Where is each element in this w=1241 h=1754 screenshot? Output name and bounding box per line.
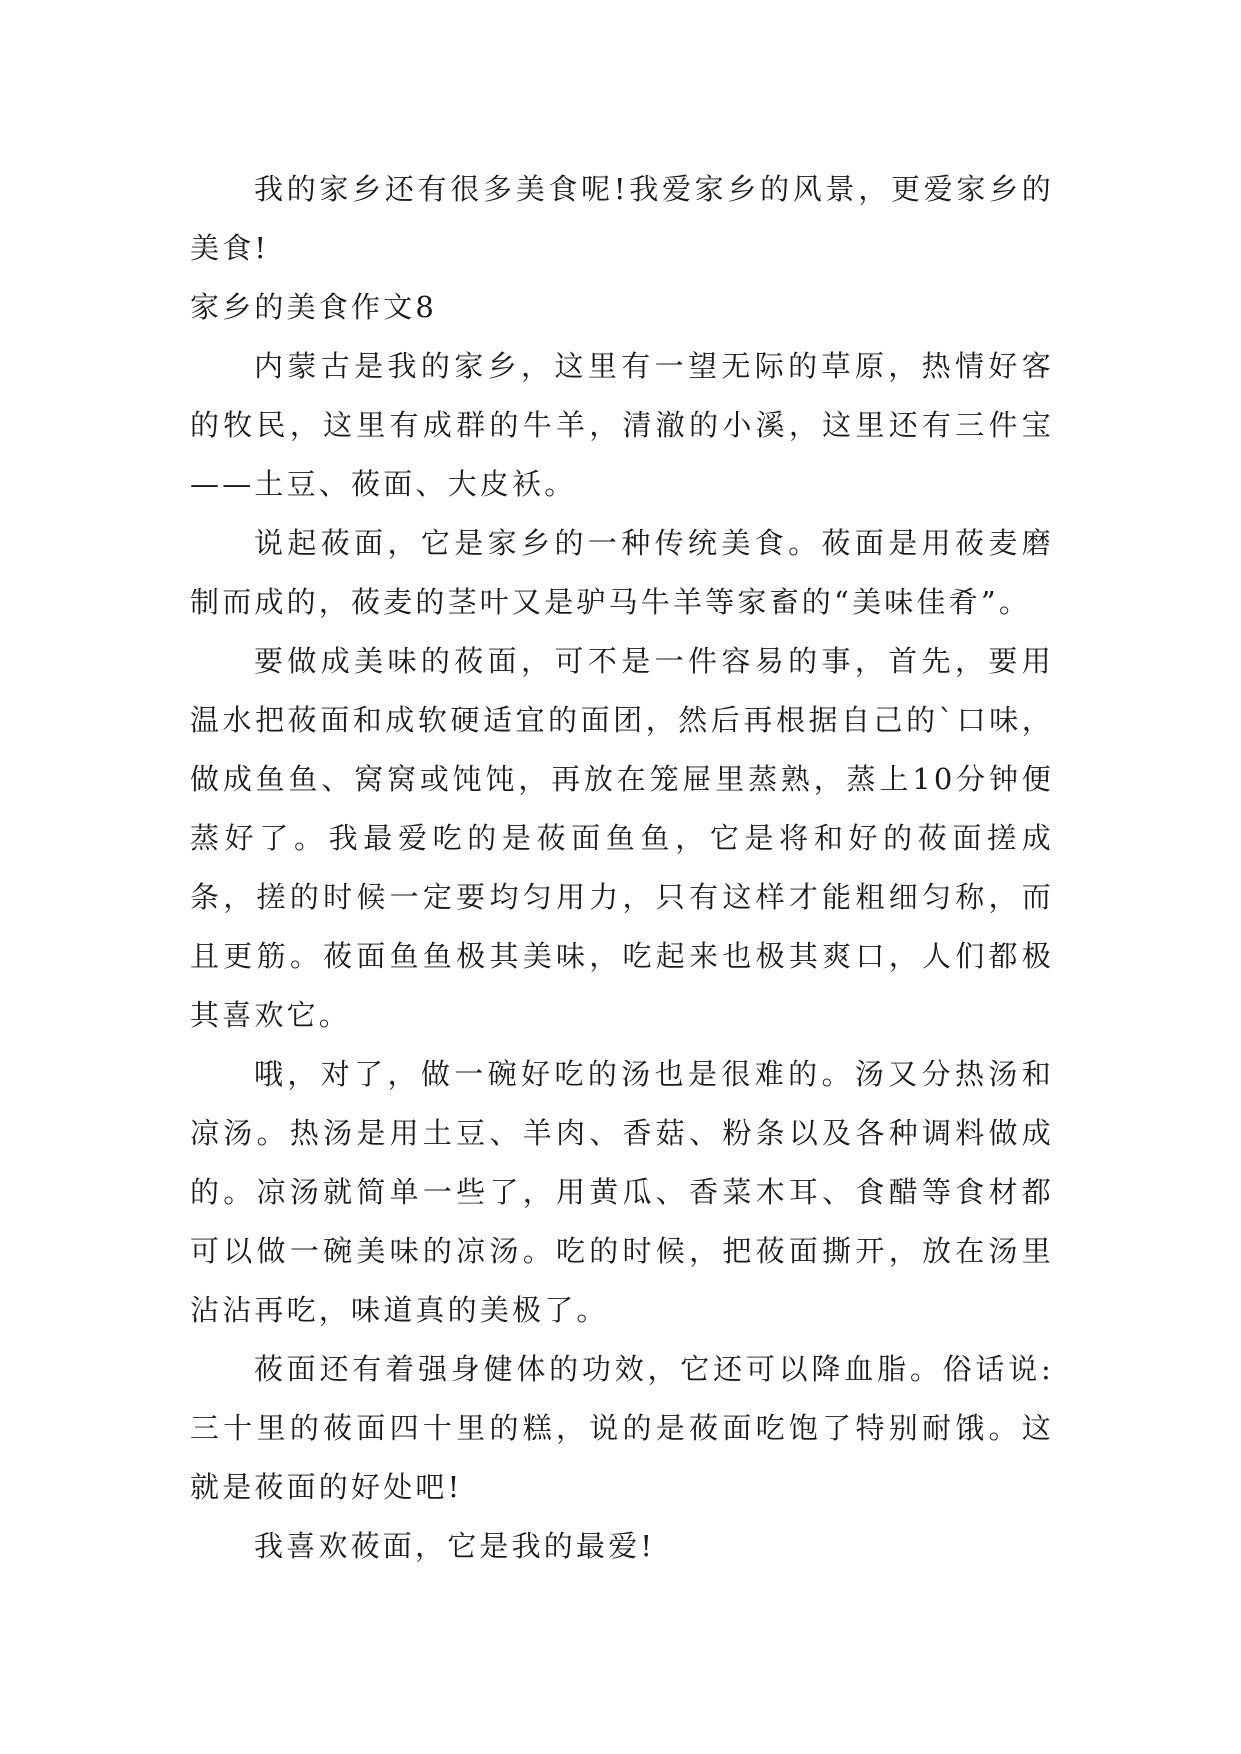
paragraph: 哦，对了，做一碗好吃的汤也是很难的。汤又分热汤和凉汤。热汤是用土豆、羊肉、香菇、粉条以及各种调料做成的。凉汤就简单一些了，用黄瓜、香菜木耳、食醋等食材都可以做一碗美味的凉汤。吃的时候，把莜面撕开，放在汤里沾沾再吃，味道真的美极了。: [190, 1057, 1054, 1327]
paragraph: 要做成美味的莜面，可不是一件容易的事，首先，要用温水把莜面和成软硬适宜的面团，然后再根据自己的`口味，做成鱼鱼、窝窝或饨饨，再放在笼屉里蒸熟，蒸上10分钟便蒸好了。我最爱吃的是莜面鱼鱼，它是将和好的莜面搓成条，搓的时候一定要均匀用力，只有这样才能粗细匀称，而且更筋。莜面鱼鱼极其美味，吃起来也极其爽口，人们都极其喜欢它。: [190, 644, 1054, 1032]
document-body: [190, 160, 1054, 1576]
paragraph: 内蒙古是我的家乡，这里有一望无际的草原，热情好客的牧民，这里有成群的牛羊，清澈的小溪，这里还有三件宝——土豆、莜面、大皮袄。: [190, 349, 1054, 501]
paragraph: 我的家乡还有很多美食呢!我爱家乡的风景，更爱家乡的美食!: [190, 172, 1054, 265]
paragraph: 说起莜面，它是家乡的一种传统美食。莜面是用莜麦磨制而成的，莜麦的茎叶又是驴马牛羊等家畜的“美味佳肴”。: [190, 526, 1054, 619]
paragraph: 我喜欢莜面，它是我的最爱!: [254, 1529, 656, 1563]
section-heading: 家乡的美食作文8: [190, 290, 438, 324]
paragraph: 莜面还有着强身健体的功效，它还可以降血脂。俗话说:三十里的莜面四十里的糕，说的是莜面吃饱了特别耐饿。这就是莜面的好处吧!: [190, 1352, 1054, 1504]
